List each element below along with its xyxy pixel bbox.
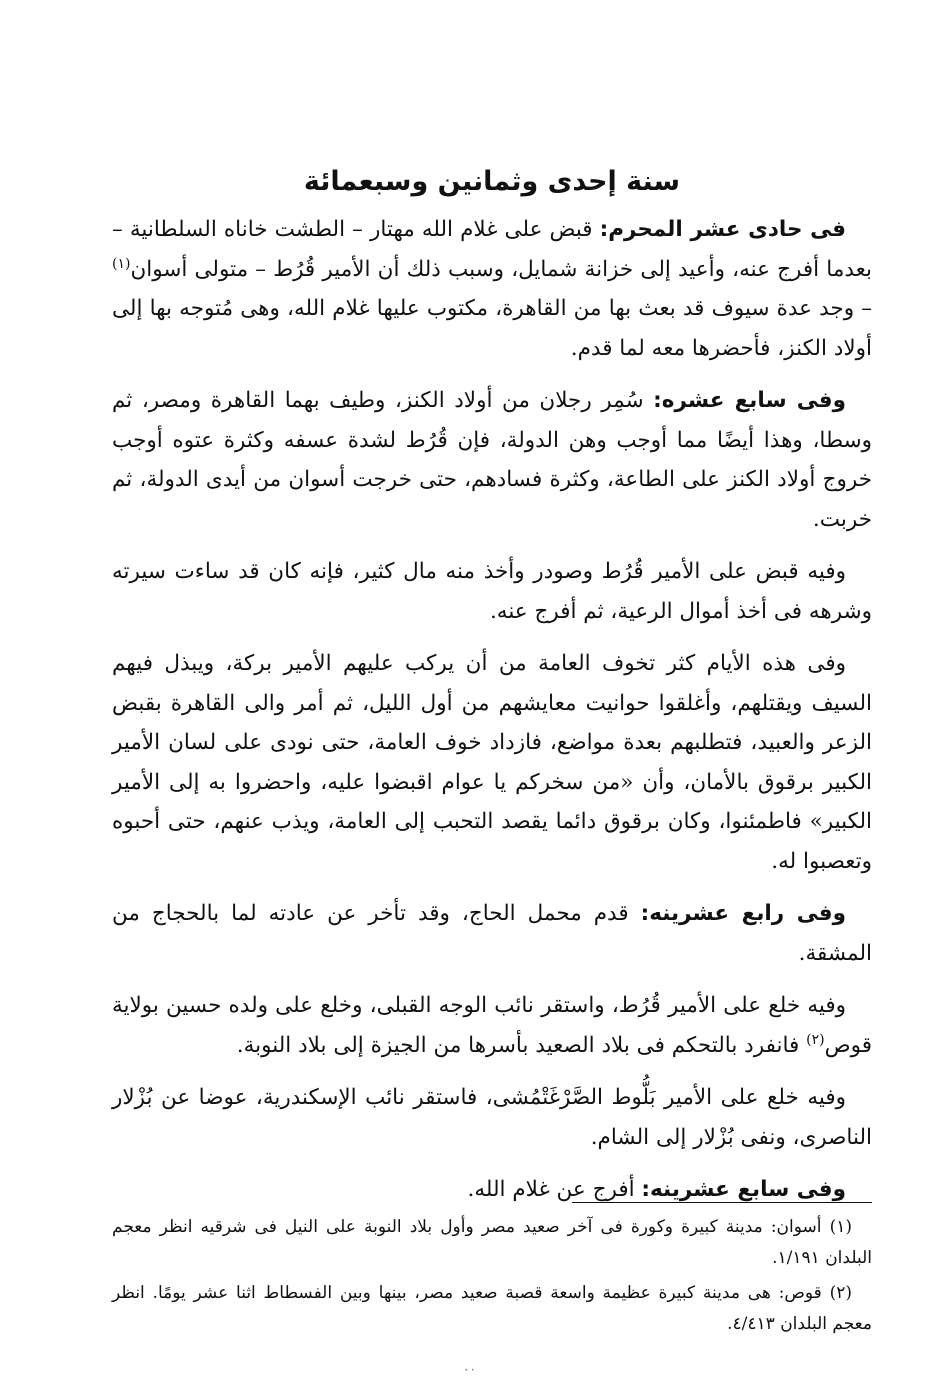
page-number: ٠٠ bbox=[463, 1362, 476, 1376]
paragraph-1-lead: فى حادى عشر المحرم: bbox=[599, 217, 846, 242]
paragraph-4-text: وفى هذه الأيام كثر تخوف العامة من أن يركب عليهم الأمير بركة، ويبذل فيهم السيف ويقتلهم، وأغلقوا حوانيت معايشهم من أول الليل، ثم أمر والى القاهرة بقبض الزعر والعبيد، فتطلبهم بعدة مواضع، فازداد خوف العامة، حتى نودى على لسان الأمير الكبير برقوق بالأمان، وأن «من سخركم يا عوام اقبضوا عليه، واحضروا به إلى الأمير الكبير» فاطمئنوا، وكان برقوق دائما يقصد التحبب إلى العامة، ويذب عنهم، حتى أحبوه وتعصبوا له. bbox=[112, 651, 872, 874]
paragraph-1-text-cont: – وجد عدة سيوف قد بعث بها من القاهرة، مكتوب عليها غلام الله، وهى مُتوجه بها إلى أولاد الكنز، فأحضرها معه لما قدم. bbox=[112, 296, 872, 361]
paragraph-5-lead: وفى رابع عشرينه: bbox=[640, 901, 846, 926]
paragraph-7 bbox=[112, 1078, 872, 1157]
paragraph-2 bbox=[112, 381, 872, 539]
paragraph-5-text: قدم محمل الحاج، وقد تأخر عن عادته لما بالحجاج من المشقة. bbox=[112, 901, 872, 966]
footnote-ref-2[interactable]: (٢) bbox=[806, 1031, 825, 1048]
paragraph-4 bbox=[112, 644, 872, 881]
footnotes bbox=[112, 1212, 872, 1344]
footnote-ref-1[interactable]: (١) bbox=[112, 255, 131, 272]
paragraph-8-lead: وفى سابع عشرينه: bbox=[641, 1177, 846, 1202]
paragraph-2-lead: وفى سابع عشره: bbox=[653, 388, 846, 413]
footnote-divider bbox=[572, 1202, 872, 1203]
page-body bbox=[112, 160, 872, 1223]
page-title: سنة إحدى وثمانين وسبعمائة bbox=[303, 166, 681, 197]
paragraph-7-text: وفيه خلع على الأمير بَلُّوط الصَّرْغَتْمُشى، فاستقر نائب الإسكندرية، عوضا عن بُزْلار الناصرى، ونفى بُزْلار إلى الشام. bbox=[112, 1085, 872, 1150]
footnote-2: (٢) قوص: هى مدينة كبيرة عظيمة واسعة قصبة صعيد مصر، بينها وبين الفسطاط اثنا عشر يومًا. انظر معجم البلدان ٤/٤١٣. bbox=[112, 1283, 872, 1334]
paragraph-6-text-cont: فانفرد بالتحكم فى بلاد الصعيد بأسرها من الجيزة إلى بلاد النوبة. bbox=[236, 1032, 807, 1058]
paragraph-8-text: أفرج عن غلام الله. bbox=[467, 1177, 642, 1202]
paragraph-2-text: سُمِر رجلان من أولاد الكنز، وطيف بهما القاهرة ومصر، ثم وسطا، وهذا أيضًا مما أوجب وهن الدولة، فإن قُرُط لشدة عسفه وكثرة عتوه أوجب خروج أولاد الكنز على الطاعة، وكثرة فسادهم، حتى خرجت أسوان من أيدى الدولة، ثم خربت. bbox=[112, 388, 872, 532]
paragraph-8 bbox=[112, 1170, 872, 1210]
paragraph-1 bbox=[112, 210, 872, 368]
paragraph-6-text: وفيه خلع على الأمير قُرُط، واستقر نائب الوجه القبلى، وخلع على ولده حسين بولاية قوص bbox=[112, 993, 872, 1058]
footnote-1: (١) أسوان: مدينة كبيرة وكورة فى آخر صعيد مصر وأول بلاد النوبة على النيل فى شرقيه انظر معجم البلدان ١/١٩١. bbox=[112, 1217, 872, 1268]
paragraph-6 bbox=[112, 986, 872, 1065]
paragraph-3-text: وفيه قبض على الأمير قُرُط وصودر وأخذ منه مال كثير، فإنه كان قد ساءت سيرته وشرهه فى أخذ أموال الرعية، ثم أفرج عنه. bbox=[112, 559, 872, 624]
paragraph-3 bbox=[112, 552, 872, 631]
paragraph-1-text: قبض على غلام الله مهتار – الطشت خاناه السلطانية – بعدما أفرج عنه، وأعيد إلى خزانة شمايل، وسبب ذلك أن الأمير قُرُط – متولى أسوان bbox=[112, 217, 872, 282]
paragraph-5 bbox=[112, 894, 872, 973]
